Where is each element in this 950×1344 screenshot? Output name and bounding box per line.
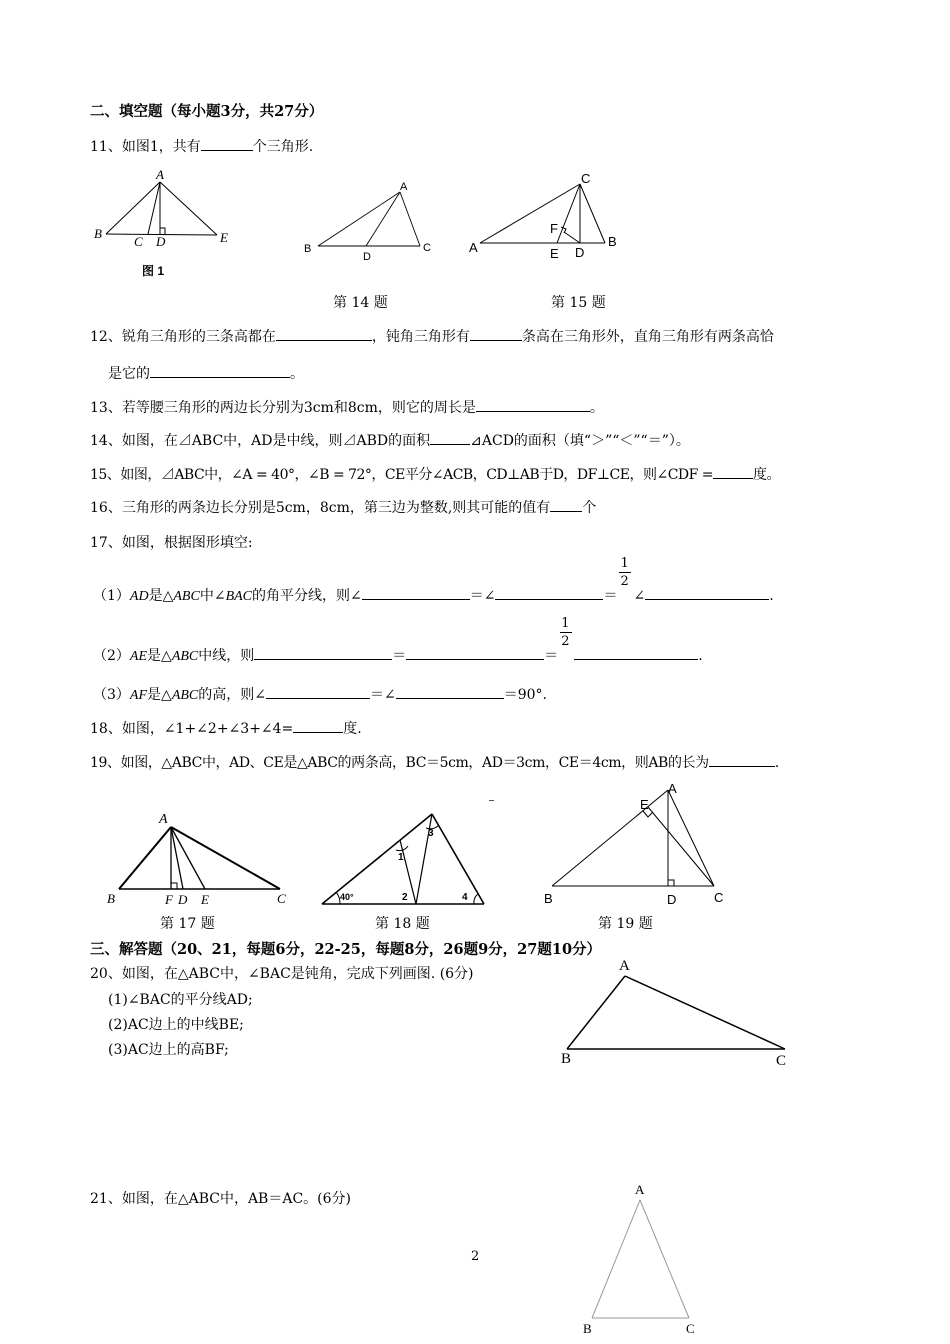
question-13 (90, 397, 604, 417)
q17-p1-mid: 是△ (148, 588, 174, 604)
fig19-label-c: C (714, 890, 724, 905)
question-19 (90, 752, 779, 772)
question-12-line2 (108, 363, 304, 383)
q12-part3: 条高在三角形外，直角三角形有两条高恰 (521, 329, 774, 345)
q19-blank[interactable] (709, 752, 775, 767)
fig1-label-d: D (156, 234, 166, 249)
figure-15 (465, 170, 625, 265)
q17-p1-abc: ABC (173, 589, 200, 604)
fig15-label-b: B (608, 234, 617, 249)
q17-p3-eq-angle: ＝∠ (370, 687, 396, 703)
q12-end: 。 (290, 366, 304, 382)
fig19-label-b: B (544, 891, 553, 906)
q12-blank-1[interactable] (276, 326, 372, 341)
q17-p1-blank-1[interactable] (362, 585, 470, 600)
q12-part1: 12、锐角三角形的三条高都在 (90, 329, 276, 345)
fig15-caption: 第 15 题 (551, 295, 606, 311)
fig1-line-ae (160, 182, 217, 235)
q17-p1-zh: 中∠ (199, 588, 226, 604)
q17-p1-eq: ＝ (603, 588, 618, 604)
q17-p1-half (617, 556, 633, 600)
q17-p3-blank-2[interactable] (396, 684, 504, 699)
question-11 (90, 136, 313, 156)
q12-blank-2[interactable] (470, 326, 522, 341)
fig1-line-ac (148, 182, 160, 234)
fig19-line-ba (552, 790, 668, 886)
q16-blank[interactable] (550, 497, 582, 512)
q19-after: . (774, 755, 779, 771)
fig17-label-b: B (107, 891, 115, 906)
fig19-line-ac (668, 790, 714, 886)
fig17-label-a: A (159, 812, 168, 827)
q13-text: 13、若等腰三角形的两边长分别为3cm和8cm，则它的周长是 (90, 400, 476, 416)
q12-line2: 是它的 (108, 366, 150, 382)
q17-p1-post: 的角平分线，则∠ (252, 588, 362, 604)
fig19-label-a: A (668, 781, 677, 796)
fig14-line-ad (366, 192, 400, 246)
fig15-label-a: A (469, 240, 478, 255)
fig19-right-angle-d (668, 880, 674, 886)
q14-blank[interactable] (430, 430, 470, 445)
fig17-caption: 第 17 题 (160, 916, 215, 932)
q17-p3-post: 的高，则∠ (198, 687, 266, 703)
fig15-label-e: E (550, 246, 559, 261)
q17-p2-mid: 是△ (147, 648, 172, 664)
fig21-line-ac (640, 1200, 689, 1318)
q18-blank[interactable] (293, 718, 343, 733)
fig17-label-e: E (201, 892, 209, 907)
question-12 (90, 326, 774, 346)
fig18-label-1: 1 (398, 852, 404, 863)
question-21: 21、如图，在△ABC中，AB＝AC。(6分) (90, 1191, 352, 1207)
q17-p2-blank-3[interactable] (574, 645, 698, 660)
fig1-label-c: C (134, 234, 143, 249)
fig19-label-e: E (640, 797, 649, 812)
fig21-label-c: C (686, 1321, 695, 1336)
q17-p2-eq-2: ＝ (544, 648, 559, 664)
fig17-label-d: D (178, 892, 188, 907)
q13-end: 。 (589, 400, 604, 416)
section2-title: 二、填空题（每小题3分，共27分） (90, 103, 324, 120)
q15-text: 15、如图，⊿ABC中，∠A = 40°，∠B = 72°，CE平分∠ACB，CD⊥AB于D，DF⊥CE，则∠CDF = (90, 467, 714, 483)
q17-p3-mid: 是△ (147, 687, 172, 703)
fig15-label-d: D (575, 245, 585, 260)
q19-text: 19、如图，△ABC中，AD、CE是△ABC的两条高，BC＝5cm，AD＝3cm，CE＝4cm，则AB的长为 (90, 755, 709, 771)
q11-text: 11、如图1，共有 (90, 139, 201, 155)
fig18-line-left (322, 814, 432, 904)
fig17-line-ab (119, 827, 171, 889)
q13-blank[interactable] (476, 397, 590, 412)
fig18-label-40: 40° (340, 892, 354, 902)
q17-p1-dot: . (769, 588, 774, 604)
fig20-label-a: A (619, 958, 630, 974)
fig17-label-f: F (165, 892, 173, 907)
fig21-line-ab (592, 1200, 640, 1318)
q18-after: 度. (343, 721, 362, 737)
question-17-part3 (93, 684, 547, 704)
q17-p2-eq-1: ＝ (392, 648, 407, 664)
fig15-label-f: F (550, 221, 558, 236)
q17-p1-pre: （1） (93, 588, 130, 604)
q17-p1-bac: BAC (225, 589, 253, 604)
q17-p2-ae: AE (129, 649, 148, 664)
fig17-line-ad (171, 827, 183, 889)
q17-p1-blank-2[interactable] (495, 585, 603, 600)
figure-18 (318, 810, 493, 910)
question-17-part1 (93, 556, 774, 605)
figure-1 (92, 168, 242, 283)
q17-p1-blank-3[interactable] (645, 585, 769, 600)
fig15-line-df (564, 232, 580, 243)
fig15-line-ce (557, 184, 580, 243)
fig20-line-ac (625, 976, 785, 1049)
fig15-line-cb (580, 184, 605, 243)
fig14-line-ac (400, 192, 420, 246)
q20-item-3: (3)AC边上的高BF; (108, 1042, 229, 1058)
q20-item-1: (1)∠BAC的平分线AD; (108, 992, 253, 1008)
fig19-caption: 第 19 题 (598, 916, 653, 932)
fig18-label-2: 2 (402, 892, 408, 903)
fig14-line-ba (318, 192, 400, 246)
fig17-label-c: C (277, 891, 286, 906)
q11-after: 个三角形. (252, 139, 314, 155)
fig18-caption: 第 18 题 (375, 916, 430, 932)
q17-p2-post: 中线，则 (198, 648, 255, 664)
question-15 (90, 464, 780, 484)
fig14-label-d: D (363, 251, 371, 263)
fig1-caption: 图 1 (142, 264, 165, 278)
section3-title: 三、解答题（20、21，每题6分，22-25，每题8分，26题9分，27题10分） (90, 941, 602, 958)
q17-p1-angle: ∠ (633, 588, 646, 604)
fig19-label-d: D (667, 892, 677, 907)
question-17-part2 (93, 616, 703, 665)
fig14-caption: 第 14 题 (333, 295, 388, 311)
q17-p2-half-num: 1 (561, 616, 570, 631)
q17-p3-end: ＝90°. (503, 687, 547, 703)
fig18-label-4: 4 (462, 892, 468, 903)
fig15-label-c: C (581, 171, 591, 186)
fig1-label-e: E (220, 230, 228, 245)
q18-text: 18、如图，∠1+∠2+∠3+∠4= (90, 721, 294, 737)
fig20-label-c: C (776, 1053, 787, 1069)
q17-p2-pre: （2） (93, 648, 130, 664)
q17-p2-half (558, 616, 574, 660)
q17-p3-abc: ABC (171, 688, 199, 703)
q15-after: 度。 (753, 467, 781, 483)
q17-p3-pre: （3） (93, 687, 130, 703)
fig14-label-a: A (400, 181, 408, 193)
fig20-label-b: B (561, 1051, 572, 1067)
question-14 (90, 430, 690, 450)
fig18-arc-4 (474, 894, 478, 904)
q17-p3-blank-1[interactable] (266, 684, 370, 699)
q17-p3-af: AF (129, 688, 148, 703)
page-number: 2 (471, 1249, 480, 1264)
figure-20 (555, 955, 805, 1070)
fig1-line-ab (106, 182, 160, 234)
figure-21 (578, 1180, 708, 1340)
q12-part2: ，钝角三角形有 (371, 329, 470, 345)
question-20: 20、如图，在△ABC中，∠BAC是钝角，完成下列画图. (6分) (90, 966, 474, 982)
q17-p1-ad: AD (129, 589, 149, 604)
fig21-label-b: B (583, 1321, 592, 1336)
q17-p1-half-den: 2 (620, 574, 629, 589)
fig19-line-ec (648, 807, 714, 886)
figure-19 (538, 780, 738, 905)
fig18-line-right (432, 814, 484, 904)
q14-after: ⊿ACD的面积（填“＞”“＜”“＝”）。 (470, 433, 690, 449)
fig15-line-ac (480, 184, 580, 243)
q16-after: 个 (582, 500, 597, 516)
question-18 (90, 718, 362, 738)
q17-p1-eq-angle: ＝∠ (469, 588, 496, 604)
fig14-label-c: C (423, 242, 431, 254)
q15-blank[interactable] (713, 464, 753, 479)
fig17-right-angle (171, 883, 177, 889)
question-16 (90, 497, 596, 517)
fig18-label-3: 3 (428, 828, 434, 839)
fig1-label-a: A (156, 167, 164, 182)
fig1-label-b: B (94, 226, 102, 241)
q17-p2-half-den: 2 (561, 634, 570, 649)
fig14-label-b: B (304, 243, 312, 255)
fig21-label-a: A (635, 1182, 645, 1197)
stray-mark (489, 800, 494, 801)
q17-p2-dot: . (698, 648, 703, 664)
figure-17 (105, 805, 295, 905)
question-17: 17、如图，根据图形填空: (90, 535, 253, 551)
q14-text: 14、如图，在⊿ABC中，AD是中线，则⊿ABD的面积 (90, 433, 431, 449)
fig20-line-ab (567, 976, 625, 1049)
q11-blank[interactable] (201, 136, 253, 151)
q16-text: 16、三角形的两条边长分别是5cm，8cm，第三边为整数,则其可能的值有 (90, 500, 551, 516)
q17-p2-abc: ABC (171, 649, 199, 664)
figure-14 (300, 178, 445, 268)
q17-p2-blank-1[interactable] (254, 645, 392, 660)
q12-blank-3[interactable] (150, 363, 290, 378)
q20-item-2: (2)AC边上的中线BE; (108, 1017, 244, 1033)
q17-p1-half-num: 1 (620, 556, 629, 571)
q17-p2-blank-2[interactable] (406, 645, 544, 660)
